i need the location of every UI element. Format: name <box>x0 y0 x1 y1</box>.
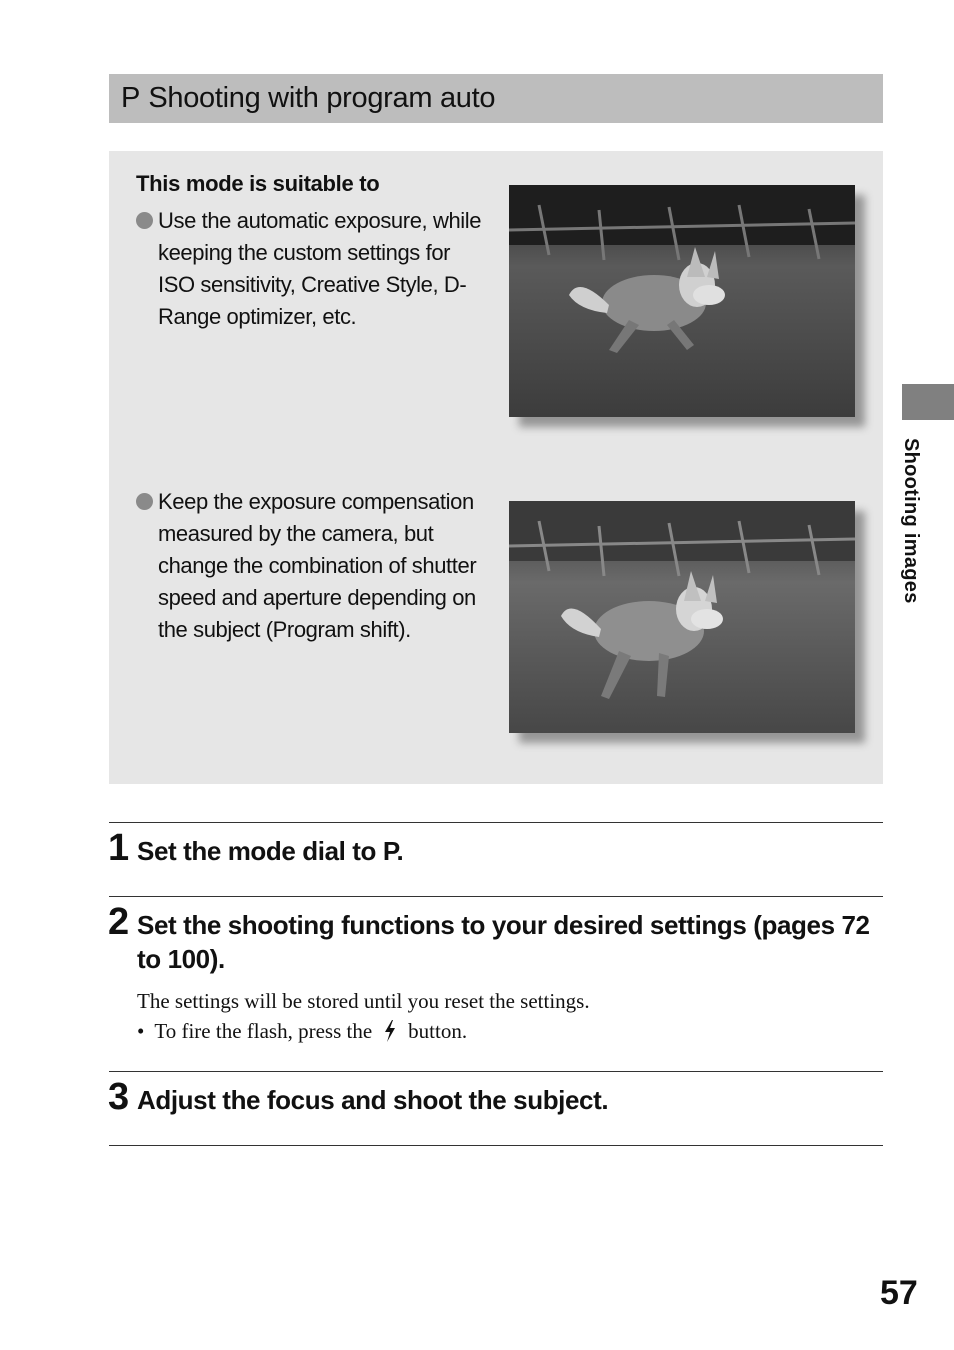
chapter-tab <box>902 384 954 420</box>
bullet-dot-icon <box>136 212 153 229</box>
note-bullet: • <box>137 1019 145 1043</box>
step-2-body <box>137 986 877 1046</box>
page-number: 57 <box>880 1274 918 1312</box>
section-title: Shooting with program auto <box>148 82 496 114</box>
dog-photo-2 <box>509 501 855 733</box>
suitable-heading: This mode is suitable to <box>136 171 380 196</box>
suitable-box <box>109 151 883 784</box>
suitable-bullet-2 <box>136 486 486 646</box>
mode-letter: P <box>121 82 141 114</box>
step-divider <box>109 1145 883 1146</box>
step-number-2: 2 <box>108 901 130 943</box>
step-title-2: Set the shooting functions to your desired settings (pages 72 to 100). <box>137 910 870 974</box>
step-number-3: 3 <box>108 1076 130 1118</box>
step-2-note <box>137 1016 877 1046</box>
suitable-bullet-text: Use the automatic exposure, while keeping the custom settings for ISO sensitivity, Creative Style, D-Range optimizer, etc. <box>158 208 482 329</box>
bullet-dot-icon <box>136 493 153 510</box>
suitable-bullet-text: Keep the exposure compensation measured by the camera, but change the combination of shutter speed and aperture depending on the subject (Program shift). <box>158 489 477 642</box>
suitable-bullet-1 <box>136 205 486 333</box>
flash-icon <box>382 1019 398 1043</box>
note-text-before: To fire the flash, press the <box>154 1019 373 1043</box>
step-number-1: 1 <box>108 827 130 869</box>
dog-photo-1 <box>509 185 855 417</box>
step-divider <box>109 1071 883 1072</box>
section-title-bar <box>109 74 883 123</box>
step-divider <box>109 822 883 823</box>
step-title-1: Set the mode dial to P. <box>137 836 404 866</box>
step-title-3: Adjust the focus and shoot the subject. <box>137 1085 609 1115</box>
note-text-after: button. <box>408 1019 468 1043</box>
chapter-label: Shooting images <box>900 438 922 604</box>
step-divider <box>109 896 883 897</box>
step-2-description: The settings will be stored until you reset the settings. <box>137 989 590 1013</box>
